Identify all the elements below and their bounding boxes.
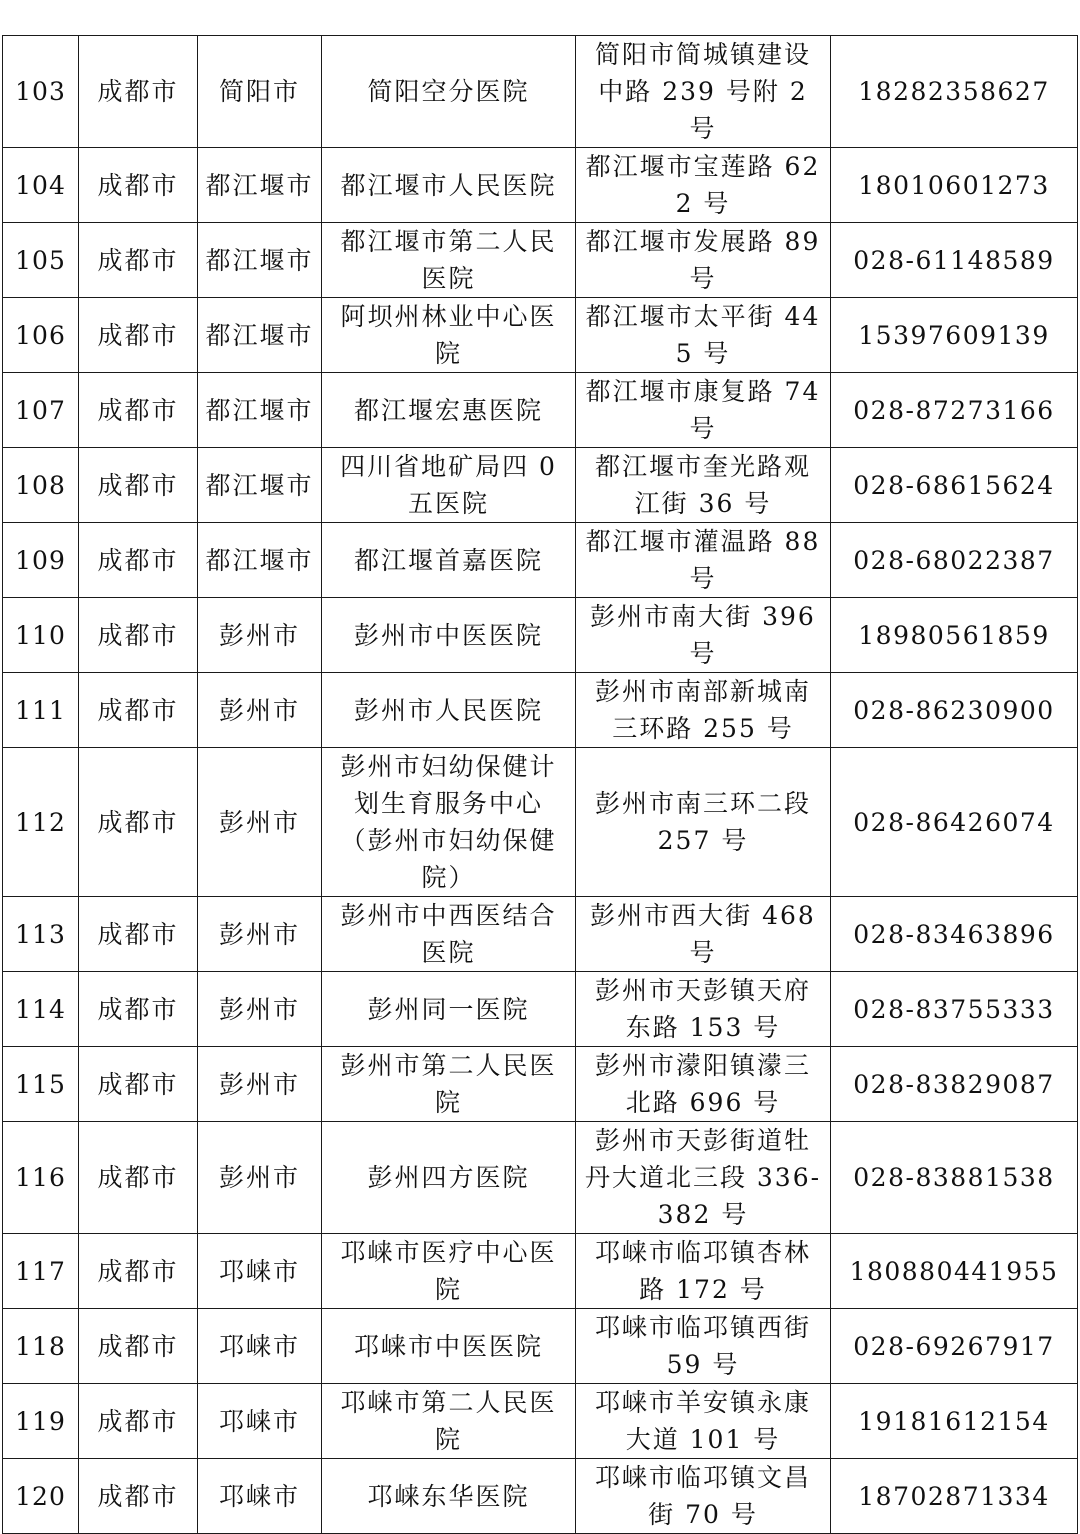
address-cell: 邛崃市临邛镇文昌街 70 号 (576, 1459, 831, 1534)
hospital-name-cell: 邛崃市医疗中心医院 (322, 1234, 576, 1309)
hospital-name-cell: 彭州市中西医结合医院 (322, 897, 576, 972)
phone-cell: 15397609139 (831, 298, 1078, 373)
address-cell: 彭州市濛阳镇濛三北路 696 号 (576, 1047, 831, 1122)
city-cell: 成都市 (79, 748, 198, 897)
county-cell: 都江堰市 (198, 148, 322, 223)
table-row (3, 1047, 1078, 1122)
table-row (3, 1309, 1078, 1384)
hospital-name-cell: 彭州市第二人民医院 (322, 1047, 576, 1122)
county-cell: 彭州市 (198, 598, 322, 673)
address-cell: 简阳市简城镇建设中路 239 号附 2 号 (576, 36, 831, 148)
phone-cell: 028-68022387 (831, 523, 1078, 598)
phone-cell: 19181612154 (831, 1384, 1078, 1459)
city-cell: 成都市 (79, 373, 198, 448)
row-number: 106 (3, 298, 79, 373)
hospital-name-cell: 彭州市中医医院 (322, 598, 576, 673)
hospital-name-cell: 彭州四方医院 (322, 1122, 576, 1234)
phone-cell: 028-61148589 (831, 223, 1078, 298)
county-cell: 邛崃市 (198, 1309, 322, 1384)
table-row (3, 1234, 1078, 1309)
city-cell: 成都市 (79, 298, 198, 373)
county-cell: 都江堰市 (198, 223, 322, 298)
row-number: 110 (3, 598, 79, 673)
row-number: 112 (3, 748, 79, 897)
hospital-name-cell: 都江堰宏惠医院 (322, 373, 576, 448)
row-number: 115 (3, 1047, 79, 1122)
hospital-table-body (3, 36, 1078, 1534)
hospital-name-cell: 简阳空分医院 (322, 36, 576, 148)
city-cell: 成都市 (79, 1309, 198, 1384)
city-cell: 成都市 (79, 148, 198, 223)
county-cell: 简阳市 (198, 36, 322, 148)
address-cell: 彭州市南三环二段 257 号 (576, 748, 831, 897)
row-number: 103 (3, 36, 79, 148)
table-row (3, 673, 1078, 748)
city-cell: 成都市 (79, 1047, 198, 1122)
county-cell: 彭州市 (198, 748, 322, 897)
hospital-name-cell: 都江堰市第二人民医院 (322, 223, 576, 298)
row-number: 108 (3, 448, 79, 523)
table-row (3, 36, 1078, 148)
table-row (3, 523, 1078, 598)
address-cell: 彭州市天彭街道牡丹大道北三段 336-382 号 (576, 1122, 831, 1234)
phone-cell: 18980561859 (831, 598, 1078, 673)
phone-cell: 180880441955 (831, 1234, 1078, 1309)
hospital-name-cell: 彭州同一医院 (322, 972, 576, 1047)
city-cell: 成都市 (79, 972, 198, 1047)
row-number: 104 (3, 148, 79, 223)
county-cell: 彭州市 (198, 897, 322, 972)
table-row (3, 373, 1078, 448)
address-cell: 都江堰市灌温路 88 号 (576, 523, 831, 598)
county-cell: 彭州市 (198, 1122, 322, 1234)
row-number: 118 (3, 1309, 79, 1384)
phone-cell: 028-87273166 (831, 373, 1078, 448)
table-row (3, 598, 1078, 673)
phone-cell: 028-83829087 (831, 1047, 1078, 1122)
address-cell: 彭州市南大街 396 号 (576, 598, 831, 673)
phone-cell: 18010601273 (831, 148, 1078, 223)
hospital-name-cell: 阿坝州林业中心医院 (322, 298, 576, 373)
table-row (3, 1384, 1078, 1459)
city-cell: 成都市 (79, 36, 198, 148)
address-cell: 都江堰市太平街 445 号 (576, 298, 831, 373)
phone-cell: 028-86426074 (831, 748, 1078, 897)
phone-cell: 028-69267917 (831, 1309, 1078, 1384)
table-row (3, 1122, 1078, 1234)
city-cell: 成都市 (79, 1122, 198, 1234)
table-row (3, 972, 1078, 1047)
row-number: 113 (3, 897, 79, 972)
hospital-name-cell: 彭州市妇幼保健计划生育服务中心（彭州市妇幼保健院） (322, 748, 576, 897)
address-cell: 彭州市天彭镇天府东路 153 号 (576, 972, 831, 1047)
city-cell: 成都市 (79, 1384, 198, 1459)
row-number: 114 (3, 972, 79, 1047)
table-row (3, 448, 1078, 523)
row-number: 117 (3, 1234, 79, 1309)
row-number: 111 (3, 673, 79, 748)
phone-cell: 028-83463896 (831, 897, 1078, 972)
address-cell: 彭州市西大街 468 号 (576, 897, 831, 972)
hospital-name-cell: 彭州市人民医院 (322, 673, 576, 748)
hospital-name-cell: 都江堰首嘉医院 (322, 523, 576, 598)
city-cell: 成都市 (79, 598, 198, 673)
row-number: 105 (3, 223, 79, 298)
table-row (3, 1459, 1078, 1534)
county-cell: 都江堰市 (198, 448, 322, 523)
phone-cell: 028-68615624 (831, 448, 1078, 523)
county-cell: 都江堰市 (198, 373, 322, 448)
city-cell: 成都市 (79, 448, 198, 523)
county-cell: 邛崃市 (198, 1234, 322, 1309)
table-row (3, 223, 1078, 298)
address-cell: 都江堰市发展路 89 号 (576, 223, 831, 298)
hospital-table (2, 35, 1078, 1534)
phone-cell: 028-86230900 (831, 673, 1078, 748)
row-number: 116 (3, 1122, 79, 1234)
address-cell: 邛崃市羊安镇永康大道 101 号 (576, 1384, 831, 1459)
phone-cell: 028-83881538 (831, 1122, 1078, 1234)
address-cell: 都江堰市宝莲路 622 号 (576, 148, 831, 223)
hospital-name-cell: 邛崃东华医院 (322, 1459, 576, 1534)
county-cell: 都江堰市 (198, 298, 322, 373)
city-cell: 成都市 (79, 897, 198, 972)
hospital-name-cell: 都江堰市人民医院 (322, 148, 576, 223)
county-cell: 彭州市 (198, 972, 322, 1047)
row-number: 107 (3, 373, 79, 448)
phone-cell: 18282358627 (831, 36, 1078, 148)
city-cell: 成都市 (79, 223, 198, 298)
table-row (3, 897, 1078, 972)
phone-cell: 18702871334 (831, 1459, 1078, 1534)
row-number: 119 (3, 1384, 79, 1459)
address-cell: 邛崃市临邛镇杏林路 172 号 (576, 1234, 831, 1309)
county-cell: 彭州市 (198, 673, 322, 748)
hospital-name-cell: 四川省地矿局四 0 五医院 (322, 448, 576, 523)
city-cell: 成都市 (79, 523, 198, 598)
address-cell: 都江堰市奎光路观江街 36 号 (576, 448, 831, 523)
hospital-name-cell: 邛崃市第二人民医院 (322, 1384, 576, 1459)
address-cell: 都江堰市康复路 74 号 (576, 373, 831, 448)
table-row (3, 748, 1078, 897)
hospital-name-cell: 邛崃市中医医院 (322, 1309, 576, 1384)
table-row (3, 298, 1078, 373)
table-row (3, 148, 1078, 223)
county-cell: 邛崃市 (198, 1384, 322, 1459)
row-number: 109 (3, 523, 79, 598)
address-cell: 邛崃市临邛镇西街 59 号 (576, 1309, 831, 1384)
address-cell: 彭州市南部新城南三环路 255 号 (576, 673, 831, 748)
county-cell: 都江堰市 (198, 523, 322, 598)
phone-cell: 028-83755333 (831, 972, 1078, 1047)
county-cell: 邛崃市 (198, 1459, 322, 1534)
city-cell: 成都市 (79, 673, 198, 748)
row-number: 120 (3, 1459, 79, 1534)
county-cell: 彭州市 (198, 1047, 322, 1122)
city-cell: 成都市 (79, 1459, 198, 1534)
city-cell: 成都市 (79, 1234, 198, 1309)
